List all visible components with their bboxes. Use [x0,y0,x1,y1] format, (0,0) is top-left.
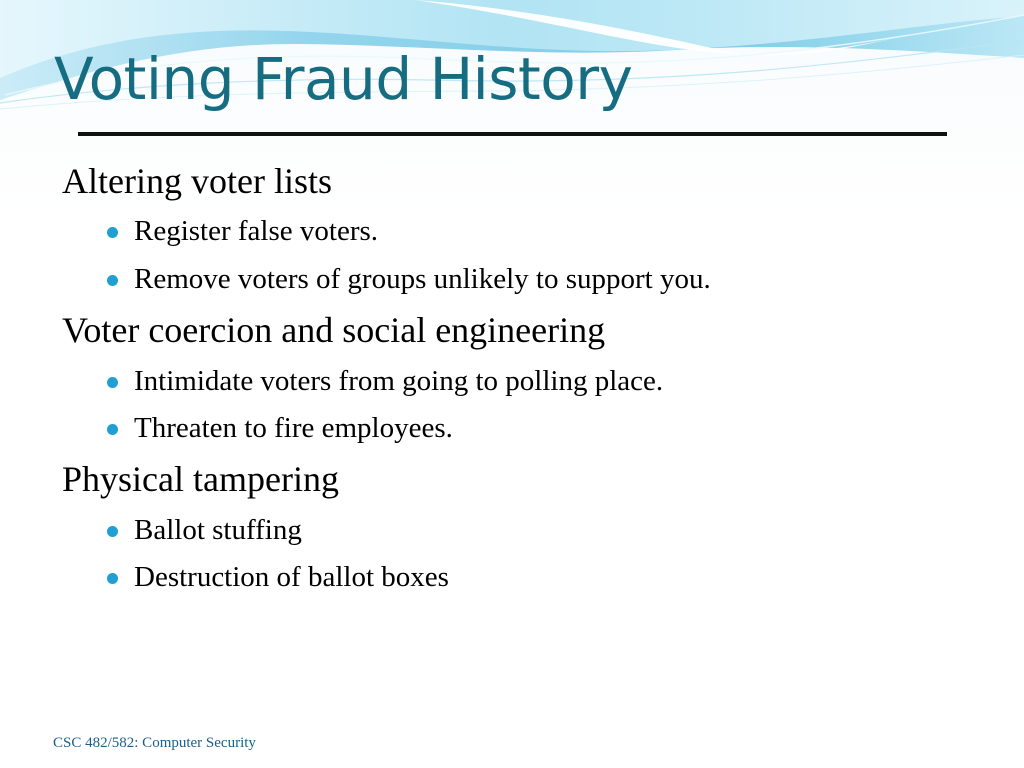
bullet-text: Register false voters. [134,215,379,248]
bullet-dot-icon [107,526,118,537]
section-physical-tampering [62,458,982,595]
bullet-text: Ballot stuffing [134,513,302,546]
slide-content [62,160,982,608]
slide-footer: CSC 482/582: Computer Security [53,735,256,751]
bullet-item [62,262,982,297]
slide-title: Voting Fraud History [54,45,633,113]
section-heading: Voter coercion and social engineering [62,310,606,351]
bullet-list [62,513,982,596]
section-heading: Physical tampering [62,459,339,500]
bullet-text: Destruction of ballot boxes [134,561,449,594]
bullet-dot-icon [107,424,118,435]
bullet-list [62,364,982,447]
bullet-text: Remove voters of groups unlikely to support you. [134,262,711,295]
section-altering-voter-lists [62,160,982,297]
bullet-dot-icon [107,573,118,584]
bullet-text: Intimidate voters from going to polling place. [134,364,664,397]
bullet-list [62,214,982,297]
bullet-text: Threaten to fire employees. [134,412,453,445]
bullet-dot-icon [107,227,118,238]
bullet-item [62,214,982,249]
bullet-item [62,513,982,548]
bullet-item [62,411,982,446]
section-voter-coercion [62,309,982,446]
bullet-item [62,560,982,595]
bullet-item [62,364,982,399]
title-underline [78,132,947,136]
section-heading: Altering voter lists [62,161,332,201]
bullet-dot-icon [107,377,118,388]
bullet-dot-icon [107,275,118,286]
